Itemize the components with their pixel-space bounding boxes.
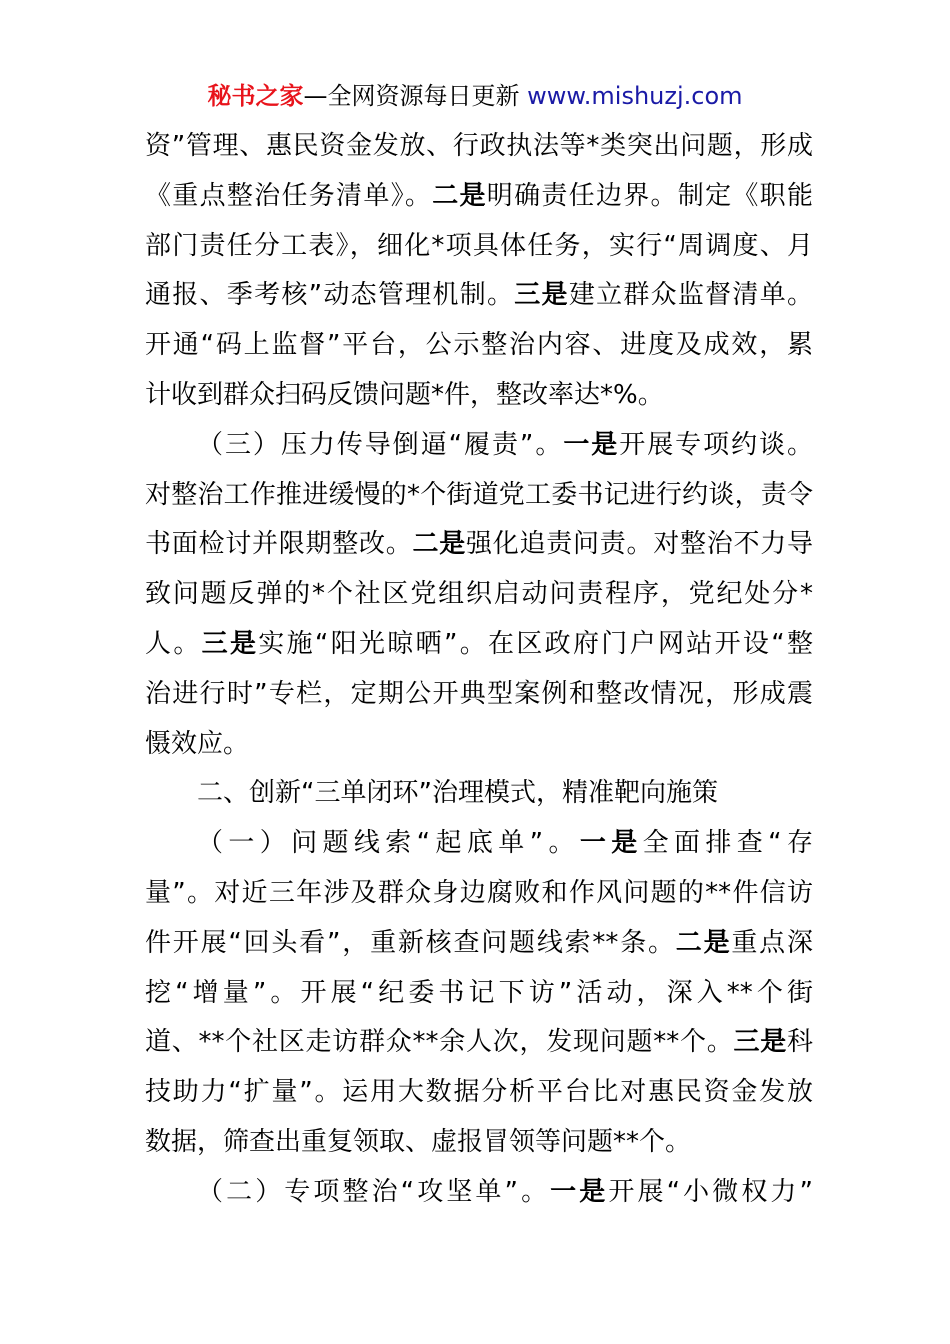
line-text: 通报、季考核”动态管理机制。 — [145, 280, 515, 311]
emphasis-text: 三是 — [201, 628, 259, 659]
text-line — [145, 969, 813, 1019]
line-text: 致问题反弹的*个社区党组织启动问责程序，党纪处分* — [145, 579, 813, 610]
line-text: 开通“码上监督”平台，公示整治内容、进度及成效，累 — [145, 330, 813, 361]
line-text: （二）专项整治“攻坚单”。 — [197, 1176, 551, 1207]
line-text: 挖“增量”。开展“纪委书记下访”活动，深入**个街 — [145, 977, 813, 1008]
line-text: 科 — [786, 1027, 813, 1058]
line-text: 部门责任分工表》，细化*项具体任务，实行“周调度、月 — [145, 230, 813, 261]
text-line — [145, 670, 813, 720]
text-line — [145, 122, 813, 172]
text-line — [145, 222, 813, 272]
line-text: 道、**个社区走访群众**余人次，发现问题**个。 — [145, 1027, 734, 1058]
text-line — [145, 819, 813, 869]
text-line — [145, 1018, 813, 1068]
text-line — [145, 172, 813, 222]
line-text: 实施“阳光晾晒”。在区政府门户网站开设“整 — [258, 628, 813, 659]
emphasis-text: 一是 — [563, 429, 620, 460]
emphasis-text: 一是 — [579, 828, 643, 859]
header-tagline: —全网资源每日更新 — [303, 82, 528, 110]
line-text: 计收到群众扫码反馈问题*件，整改率达*%。 — [145, 379, 664, 410]
page-header — [0, 80, 950, 112]
text-line — [145, 869, 813, 919]
emphasis-text: 二是 — [675, 927, 732, 958]
line-text: 开展专项约谈。 — [619, 429, 813, 460]
emphasis-text: 三是 — [733, 1027, 787, 1058]
line-text: 资”管理、惠民资金发放、行政执法等*类突出问题，形成 — [145, 131, 813, 161]
emphasis-text: 一是 — [550, 1176, 609, 1207]
line-text: （一）问题线索“起底单”。 — [197, 828, 580, 859]
body-text — [145, 122, 813, 1218]
text-line — [145, 1168, 813, 1218]
line-text: 全面排查“存 — [642, 828, 813, 859]
text-line — [145, 471, 813, 521]
line-text: 开展“小微权力” — [608, 1176, 813, 1207]
text-line — [145, 720, 813, 770]
text-line — [145, 769, 813, 819]
line-text: 强化追责问责。对整治不力导 — [465, 529, 813, 560]
site-url[interactable]: www.mishuzj.com — [527, 82, 743, 110]
line-text: 技助力“扩量”。运用大数据分析平台比对惠民资金发放 — [145, 1077, 813, 1108]
text-line — [145, 520, 813, 570]
text-line — [145, 321, 813, 371]
line-text: 件开展“回头看”，重新核查问题线索**条。 — [145, 927, 676, 958]
text-line — [145, 421, 813, 471]
line-text: 数据，筛查出重复领取、虚报冒领等问题**个。 — [145, 1126, 692, 1157]
line-text: 人。 — [145, 628, 202, 659]
text-line — [145, 620, 813, 670]
emphasis-text: 二是 — [412, 529, 466, 560]
text-line — [145, 1068, 813, 1118]
emphasis-text: 二是 — [432, 180, 487, 211]
text-line — [145, 271, 813, 321]
line-text: 建立群众监督清单。 — [568, 280, 813, 311]
line-text: （三）压力传导倒逼“履责”。 — [197, 429, 564, 460]
line-text: 明确责任边界。制定《职能 — [486, 180, 813, 211]
text-line — [145, 1118, 813, 1168]
line-text: 治进行时”专栏，定期公开典型案例和整改情况，形成震 — [145, 678, 813, 709]
brand-name: 秘书之家 — [207, 82, 304, 110]
line-text: 量”。对近三年涉及群众身边腐败和作风问题的**件信访 — [145, 877, 813, 908]
text-line — [145, 570, 813, 620]
text-line — [145, 919, 813, 969]
line-text: 二、创新“三单闭环”治理模式，精准靶向施策 — [197, 778, 718, 809]
line-text: 《重点整治任务清单》。 — [145, 180, 433, 211]
line-text: 对整治工作推进缓慢的*个街道党工委书记进行约谈，责令 — [145, 479, 813, 510]
text-line — [145, 371, 813, 421]
line-text: 书面检讨并限期整改。 — [145, 529, 413, 560]
line-text: 慑效应。 — [145, 728, 250, 759]
line-text: 重点深 — [731, 927, 813, 958]
emphasis-text: 三是 — [514, 280, 569, 311]
